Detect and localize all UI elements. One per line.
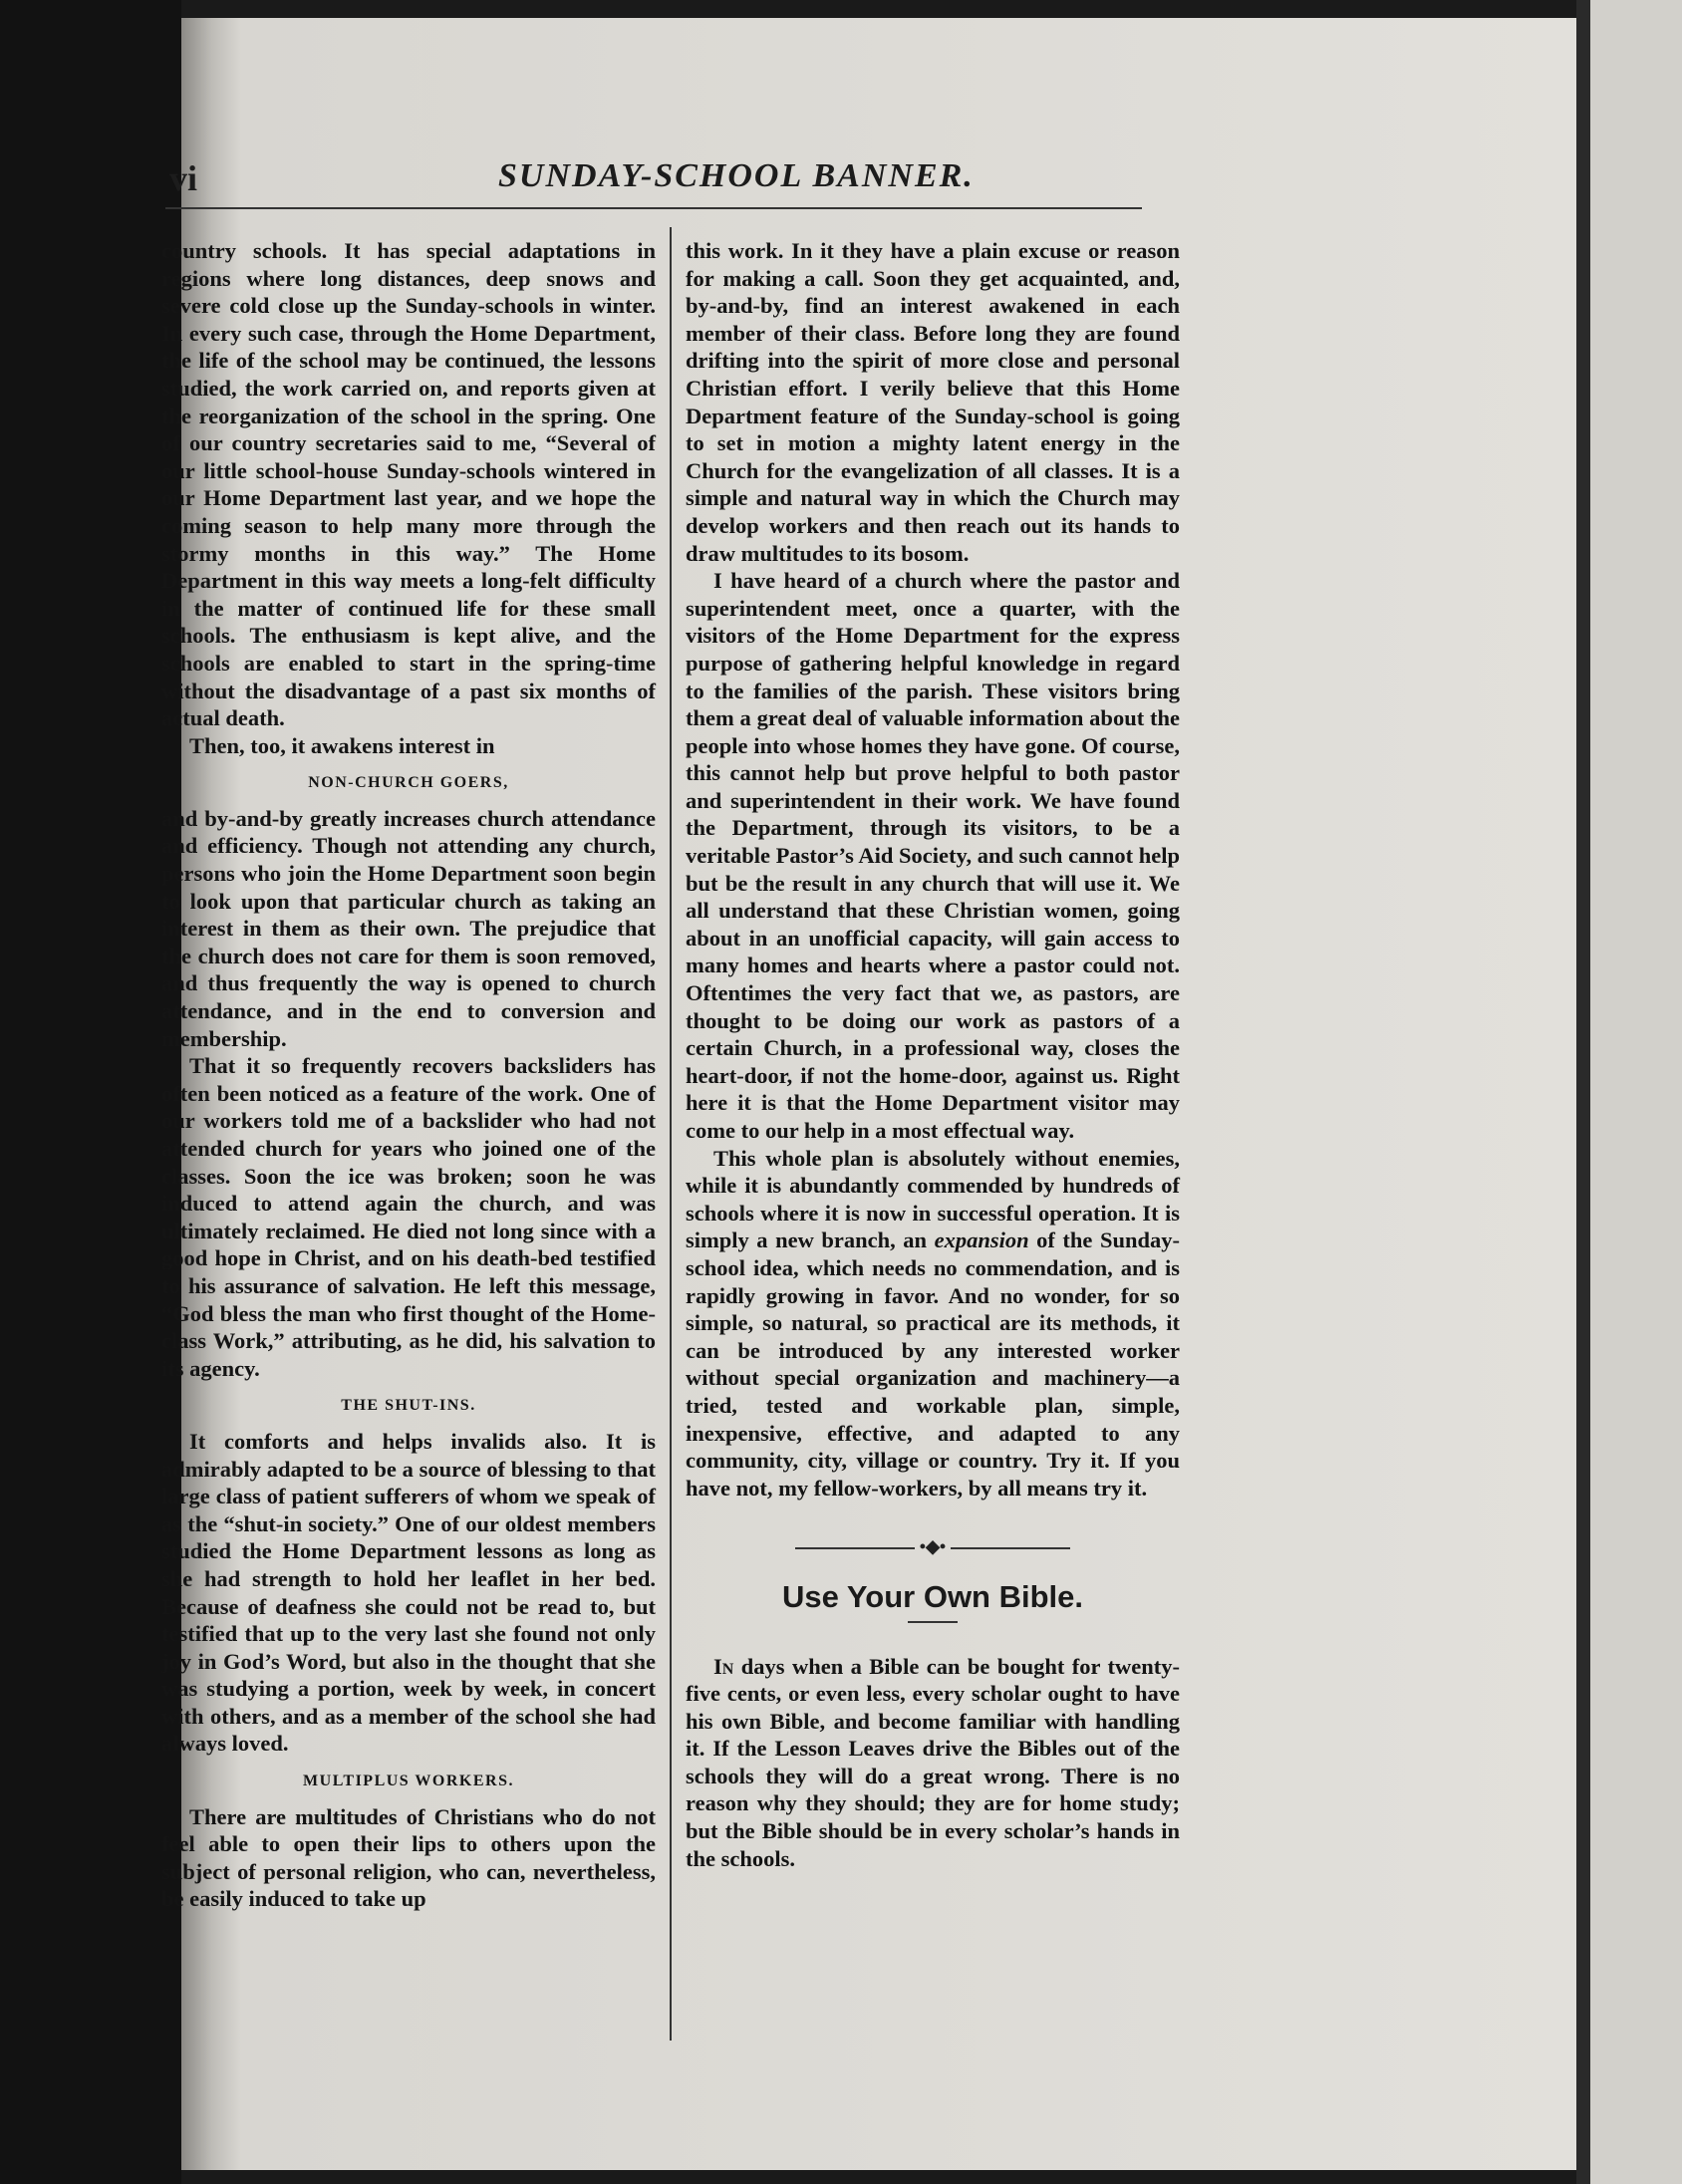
paragraph: It comforts and helps invalids also. It is admirably adapted to be a source of blessing to that large class of patient sufferers of whom we speak of as the “shut-in society.” One of our oldest members studied the Home Department lessons as long as she had strength to hold her leaflet in her bed. Because of deafness she could not be read to, but testified that up to the very last she found not only joy in God’s Word, but also in the thought that she was studying a portion, week by week, in concert with others, and as a member of the school she had always loved. bbox=[161, 1428, 656, 1757]
facing-page-edge bbox=[1576, 0, 1682, 2184]
emphasis: expansion bbox=[934, 1228, 1029, 1253]
ornament-divider bbox=[686, 1533, 1180, 1561]
ornament-line bbox=[951, 1547, 1070, 1549]
text-run: days when a Bible can be bought for twenty-five cents, or even less, every scholar ought to have his own Bible, and become familiar with handling it. If the Lesson Leaves drive the Bibles out of the schools they will do a great wrong. There is no reason why they should; they are for home study; but the Bible should be in every scholar’s hands in the schools. bbox=[686, 1653, 1181, 1871]
paragraph: and by-and-by greatly increases church attendance and efficiency. Though not attending any church, persons who join the Home Department soon begin to look upon that particular church as taking an interest in them as their own. The prejudice that the church does not care for them is soon removed, and thus frequently the way is opened to church attendance, and in the end to conversion and membership. bbox=[161, 805, 656, 1051]
paragraph: Then, too, it awakens interest in bbox=[189, 732, 495, 758]
article-title: Use Your Own Bible. bbox=[781, 1578, 1084, 1614]
text-run: This whole plan is absolutely without enemies, while it is abundantly commended by hundreds of schools where it is now in successful operation. It is simply a new branch, an bbox=[686, 1145, 1180, 1253]
ornament-glyph: •◆• bbox=[919, 1536, 947, 1557]
text-run: of the Sunday-school idea, which needs no commendation, and is rapidly growing in favor. And no wonder, for so simple, so natural, so practical are its methods, it can be introduced by any interested worker without special organization and machinery—a tried, tested and workable plan, simple, inexpensive, effective, and adapted to any community, city, village or country. Try it. If you have not, my fellow-workers, by all means try it. bbox=[686, 1228, 1180, 1501]
lead-word: In bbox=[713, 1653, 734, 1679]
section-heading: MULTIPLUS WORKERS. bbox=[303, 1773, 514, 1790]
page-number: vi bbox=[169, 158, 198, 198]
paragraph: this work. In it they have a plain excuse or reason for making a call. Soon they get acquainted, and, by-and-by, find an interest awakened in each member of their class. Before long they are found drifting into the spirit of more close and personal Christian effort. I verily believe that this Home Department feature of the Sunday-school is going to set in motion a mighty latent energy in the Church for the evangelization of all classes. It is a simple and natural way in which the Church may develop workers and then reach out its hands to draw multitudes to its bosom. bbox=[686, 238, 1180, 566]
paragraph: I have heard of a church where the pastor and superintendent meet, once a quarter, with the visitors of the Home Department for the express purpose of gathering helpful knowledge in regard to the families of the parish. These visitors bring them a great deal of valuable information about the people into whose homes they have gone. Of course, this cannot help but prove helpful to both pastor and superintendent in their work. We have found the Department, through its visitors, to be a veritable Pastor’s Aid Society, and such cannot help but be the result in any church that will use it. We all understand that these Christian women, going about in an unofficial capacity, will gain access to many homes and hearts where a pastor could not. Oftentimes the very fact that we, as pastors, are thought to be doing our work as pastors of a certain Church, in a professional way, closes the heart-door, if not the home-door, against us. Right here it is that the Home Department visitor may come to our help in a most effectual way. bbox=[686, 568, 1180, 1143]
running-title: SUNDAY-SCHOOL BANNER. bbox=[498, 157, 975, 194]
paragraph bbox=[686, 1145, 1180, 1502]
column-divider bbox=[670, 227, 672, 2041]
title-rule bbox=[908, 1621, 958, 1623]
right-column bbox=[686, 237, 1180, 1872]
paragraph: country schools. It has special adaptations in regions where long distances, deep snows and severe cold close up the Sunday-schools in winter. In every such case, through the Home Department, the life of the school may be continued, the lessons studied, the work carried on, and reports given at the reorganization of the school in the spring. One of our country secretaries said to me, “Several of our little school-house Sunday-schools wintered in our Home Department last year, and we hope the coming season to help many more through the stormy months in this way.” The Home Department in this way meets a long-felt difficulty in the matter of continued life for these small schools. The enthusiasm is kept alive, and the schools are enabled to start in the spring-time without the disadvantage of a past six months of actual death. bbox=[161, 238, 656, 731]
section-heading: THE SHUT-INS. bbox=[341, 1397, 476, 1415]
paragraph bbox=[686, 1653, 1180, 1873]
scan-left-margin bbox=[0, 0, 181, 2184]
paragraph: There are multitudes of Christians who do not feel able to open their lips to others upon the subject of personal religion, who can, nevertheless, be easily induced to take up bbox=[161, 1803, 656, 1912]
header-rule bbox=[165, 207, 1142, 209]
section-heading: NON-CHURCH GOERS, bbox=[308, 774, 509, 792]
left-column bbox=[161, 237, 656, 1913]
paragraph: That it so frequently recovers backsliders has often been noticed as a feature of the work. One of our workers told me of a backslider who had not attended church for years who joined one of the classes. Soon the ice was broken; soon he was induced to attend again the church, and was ultimately reclaimed. He died not long since with a good hope in Christ, and on his death-bed testified to his assurance of salvation. He left this message, “God bless the man who first thought of the Home-class Work,” attributing, as he did, his salvation to its agency. bbox=[161, 1053, 656, 1381]
ornament-line bbox=[795, 1547, 915, 1549]
